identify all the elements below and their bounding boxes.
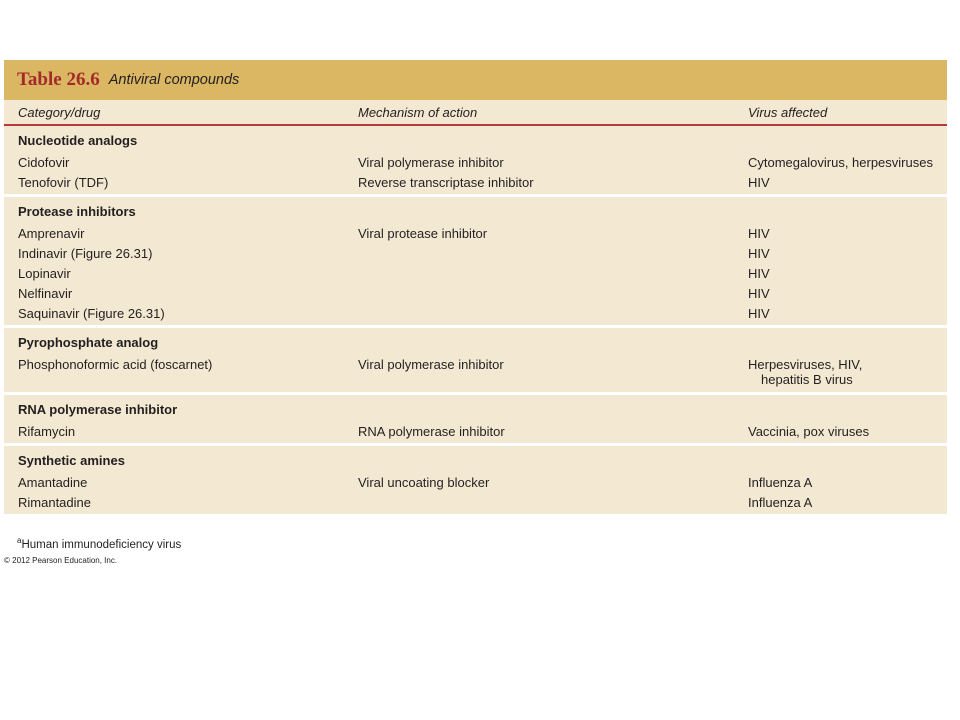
- cell-virus: [748, 424, 869, 439]
- cell-virus-text-line2: hepatitis B virus: [761, 372, 853, 387]
- cell-virus: [748, 357, 862, 387]
- cell-mechanism: Viral polymerase inhibitor: [358, 357, 504, 372]
- group-title-text: Synthetic amines: [18, 453, 125, 468]
- table-row: [4, 492, 947, 512]
- table-row: [4, 472, 947, 492]
- footnote-marker: a: [17, 536, 22, 545]
- cell-virus: [748, 495, 812, 510]
- cell-drug: Indinavir (Figure 26.31): [18, 246, 153, 261]
- cell-virus: [748, 266, 770, 281]
- table-title-bar: [4, 60, 947, 100]
- cell-virus-text: Vaccinia, pox viruses: [748, 424, 870, 439]
- group-title-text: Nucleotide analogs: [18, 133, 138, 148]
- cell-virus: [748, 475, 812, 490]
- cell-drug: Nelfinavir: [18, 286, 73, 301]
- footnote-text: Human immunodeficiency virus: [21, 538, 182, 551]
- copyright: © 2012 Pearson Education, Inc.: [4, 556, 118, 565]
- cell-virus: [748, 306, 770, 321]
- table-row: [4, 172, 947, 192]
- cell-virus: [748, 286, 770, 301]
- cell-virus-text: Herpesviruses, HIV,: [748, 357, 863, 372]
- table-header-row: [4, 100, 947, 126]
- table-body: [4, 126, 947, 514]
- group-title-text: Pyrophosphate analog: [18, 335, 159, 350]
- cell-drug: Rifamycin: [18, 424, 76, 439]
- group-title: [4, 328, 947, 354]
- table-group: [4, 443, 947, 514]
- group-title: [4, 446, 947, 472]
- cell-mechanism: RNA polymerase inhibitor: [358, 424, 505, 439]
- table-group: [4, 194, 947, 325]
- cell-virus-text: HIV: [748, 286, 770, 301]
- cell-drug: Phosphonoformic acid (foscarnet): [18, 357, 213, 372]
- group-title: [4, 395, 947, 421]
- cell-drug: Lopinavir: [18, 266, 71, 281]
- table-group: [4, 392, 947, 443]
- group-title: [4, 126, 947, 152]
- group-title-text: Protease inhibitors: [18, 204, 136, 219]
- table-row: [4, 303, 947, 323]
- table-label: Table 26.6: [17, 69, 100, 90]
- table-row: [4, 223, 947, 243]
- cell-virus: [748, 175, 770, 190]
- cell-drug: Amprenavir: [18, 226, 85, 241]
- cell-drug: Saquinavir (Figure 26.31): [18, 306, 165, 321]
- table-group: [4, 325, 947, 392]
- group-title: [4, 197, 947, 223]
- table-row: [4, 243, 947, 263]
- cell-mechanism: Viral polymerase inhibitor: [358, 155, 504, 170]
- cell-mechanism: Reverse transcriptase inhibitor: [358, 175, 534, 190]
- table-row: [4, 354, 947, 390]
- table-title: Antiviral compounds: [108, 72, 240, 88]
- table-row: [4, 283, 947, 303]
- cell-virus-text: Influenza A: [748, 475, 813, 490]
- cell-virus-text: HIV: [748, 306, 770, 321]
- cell-virus: [748, 226, 770, 241]
- header-mechanism: Mechanism of action: [358, 104, 478, 120]
- cell-virus-text: HIV: [748, 175, 770, 190]
- cell-virus-text: HIV: [748, 266, 770, 281]
- header-category: Category/drug: [18, 104, 101, 120]
- table-row: [4, 152, 947, 172]
- header-virus: Virus affected: [748, 104, 828, 120]
- antiviral-table: [4, 60, 947, 514]
- cell-virus-text: Influenza A: [748, 495, 813, 510]
- footnote: [17, 536, 181, 551]
- group-title-text: RNA polymerase inhibitor: [18, 402, 178, 417]
- cell-virus: [748, 246, 770, 261]
- cell-virus-text: HIV: [748, 226, 770, 241]
- cell-drug: Amantadine: [18, 475, 88, 490]
- table-row: [4, 421, 947, 441]
- cell-mechanism: Viral protease inhibitor: [358, 226, 488, 241]
- cell-virus-text: Cytomegalovirus, herpesviruses: [748, 155, 933, 170]
- cell-drug: Rimantadine: [18, 495, 91, 510]
- table-group: [4, 126, 947, 194]
- cell-virus: [748, 155, 933, 170]
- cell-drug: Cidofovir: [18, 155, 70, 170]
- cell-mechanism: Viral uncoating blocker: [358, 475, 490, 490]
- cell-drug: Tenofovir (TDF): [18, 175, 109, 190]
- table-row: [4, 263, 947, 283]
- cell-virus-text: HIV: [748, 246, 770, 261]
